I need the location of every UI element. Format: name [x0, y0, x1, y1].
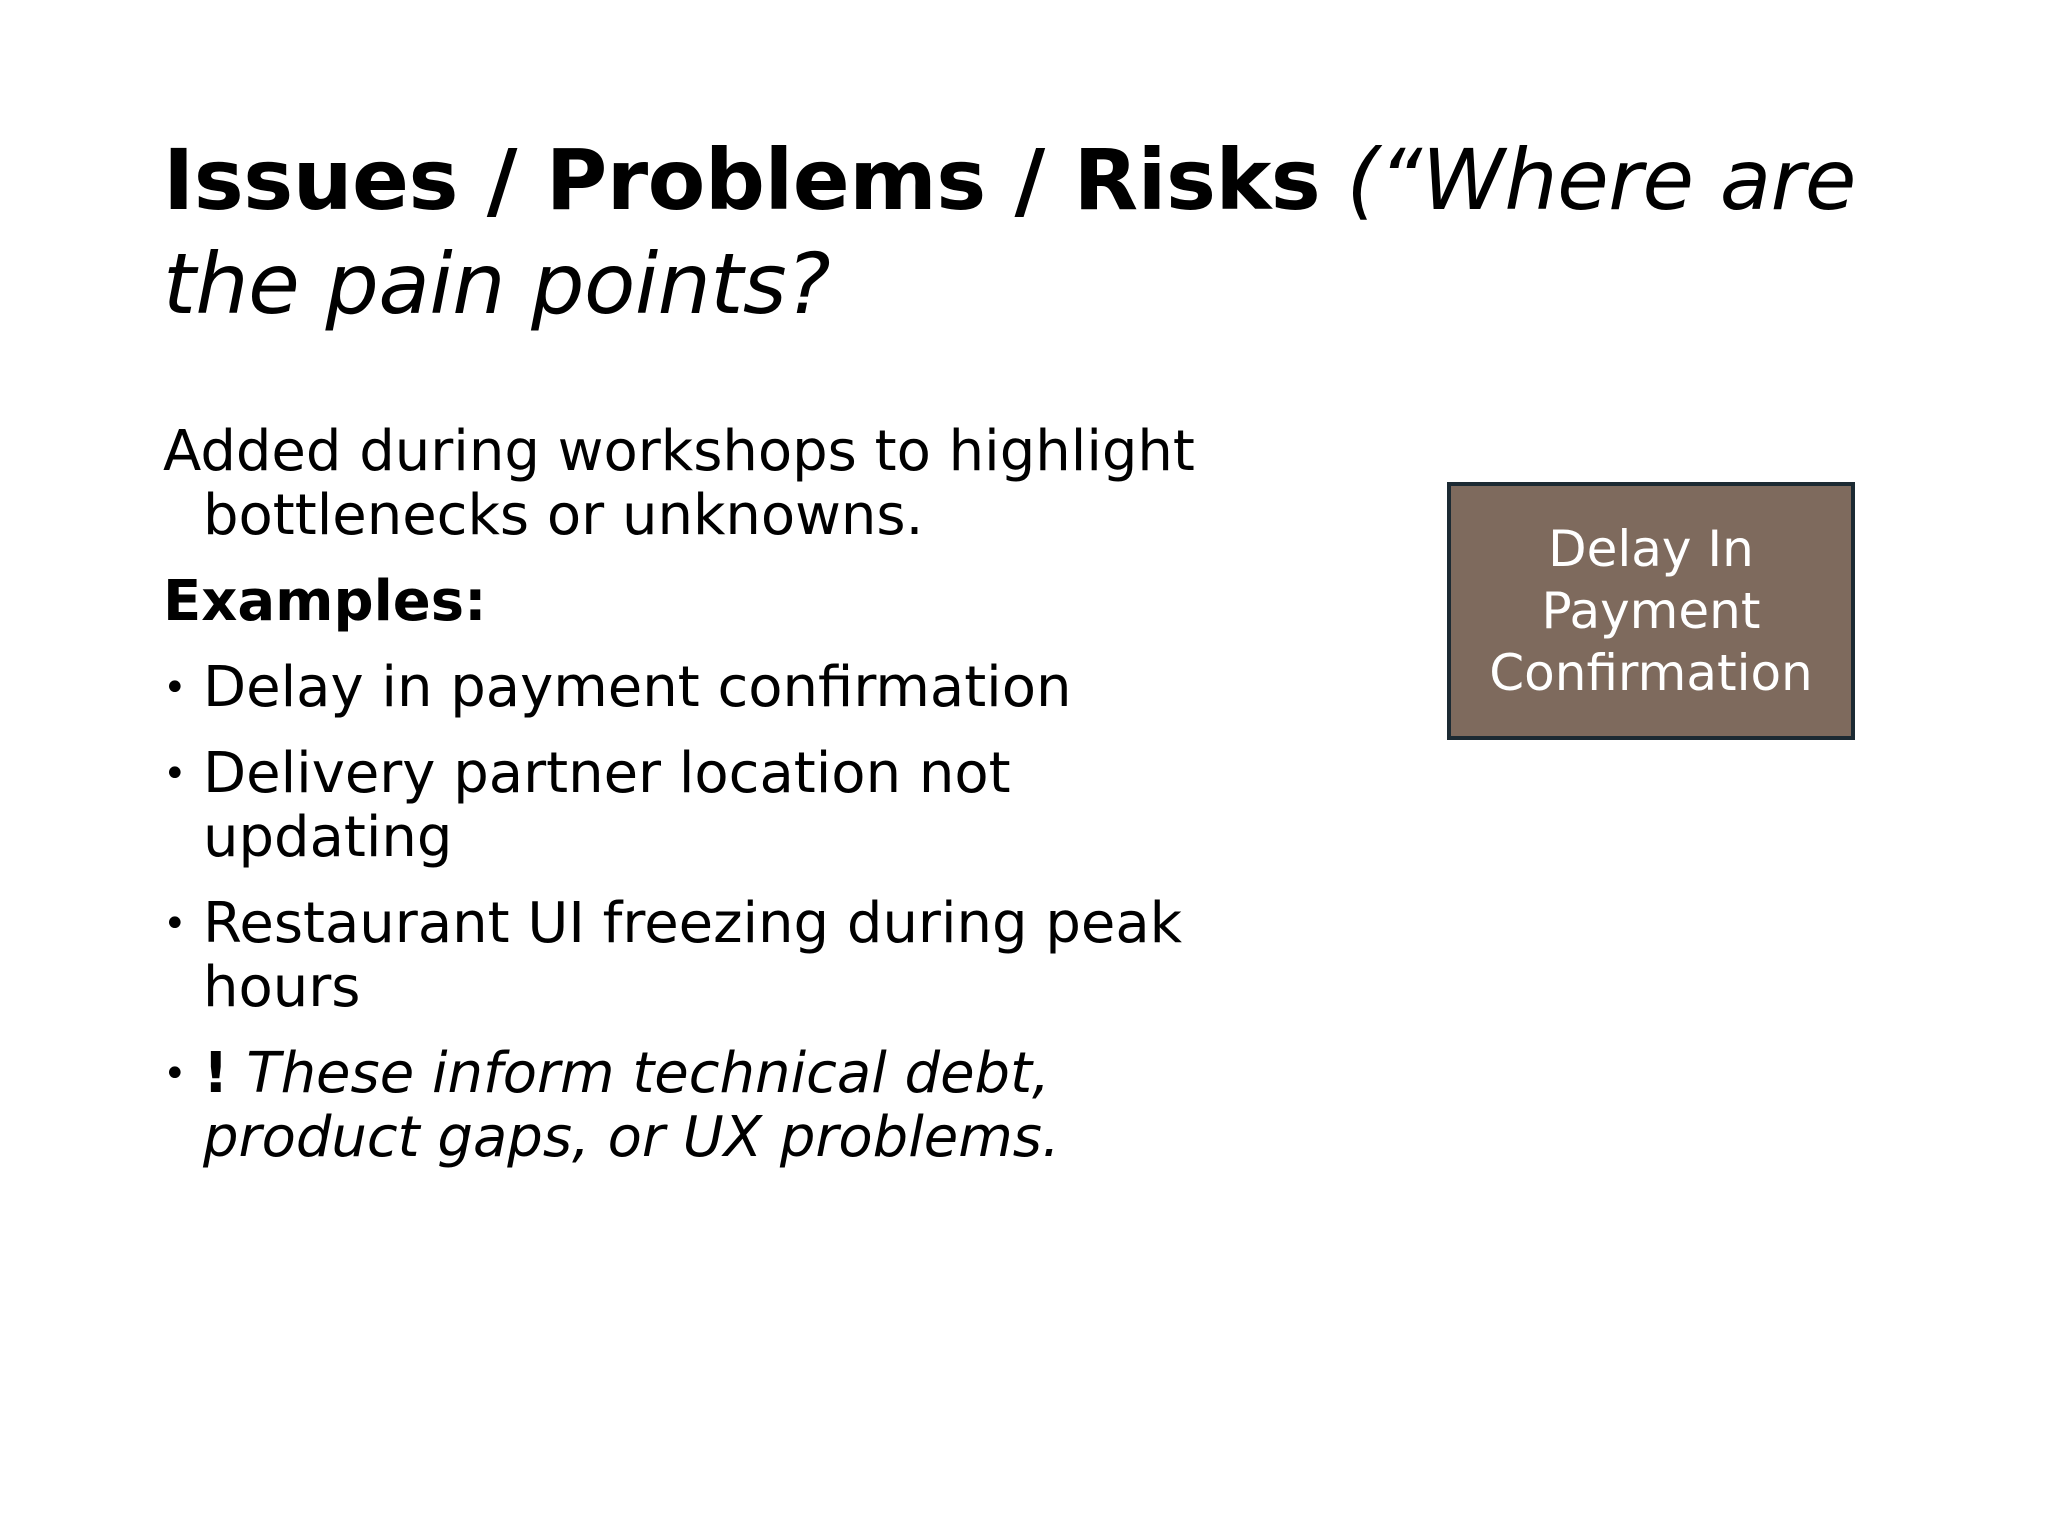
list-item: [163, 742, 1253, 870]
slide-title: [163, 128, 1883, 336]
list-item-text: Delay in payment confirmation: [203, 655, 1072, 720]
sticky-note-text: Delay In Payment Confirmation: [1489, 520, 1813, 702]
list-item: [163, 892, 1253, 1020]
slide-body: [163, 420, 1253, 1192]
note-text: These inform technical debt, product gaps, or UX problems.: [203, 1041, 1060, 1170]
slide-title-main: Issues / Problems / Risks: [163, 131, 1321, 229]
bullet-icon: •: [163, 901, 187, 947]
intro-text: Added during workshops to highlight bottlenecks or unknowns.: [163, 419, 1195, 548]
examples-list: [163, 656, 1253, 1170]
bullet-icon: •: [163, 1051, 187, 1097]
exclamation-mark: !: [203, 1041, 229, 1106]
list-item-text: Delivery partner location not updating: [203, 741, 1011, 870]
list-item: [163, 656, 1253, 720]
bullet-icon: •: [163, 665, 187, 711]
examples-label: Examples:: [163, 569, 487, 634]
note-item: [163, 1042, 1253, 1170]
slide-title-question: (“Where are the pain points?: [163, 131, 1856, 333]
bullet-icon: •: [163, 751, 187, 797]
list-item-text: Restaurant UI freezing during peak hours: [203, 891, 1183, 1020]
sticky-note: [1447, 482, 1855, 740]
